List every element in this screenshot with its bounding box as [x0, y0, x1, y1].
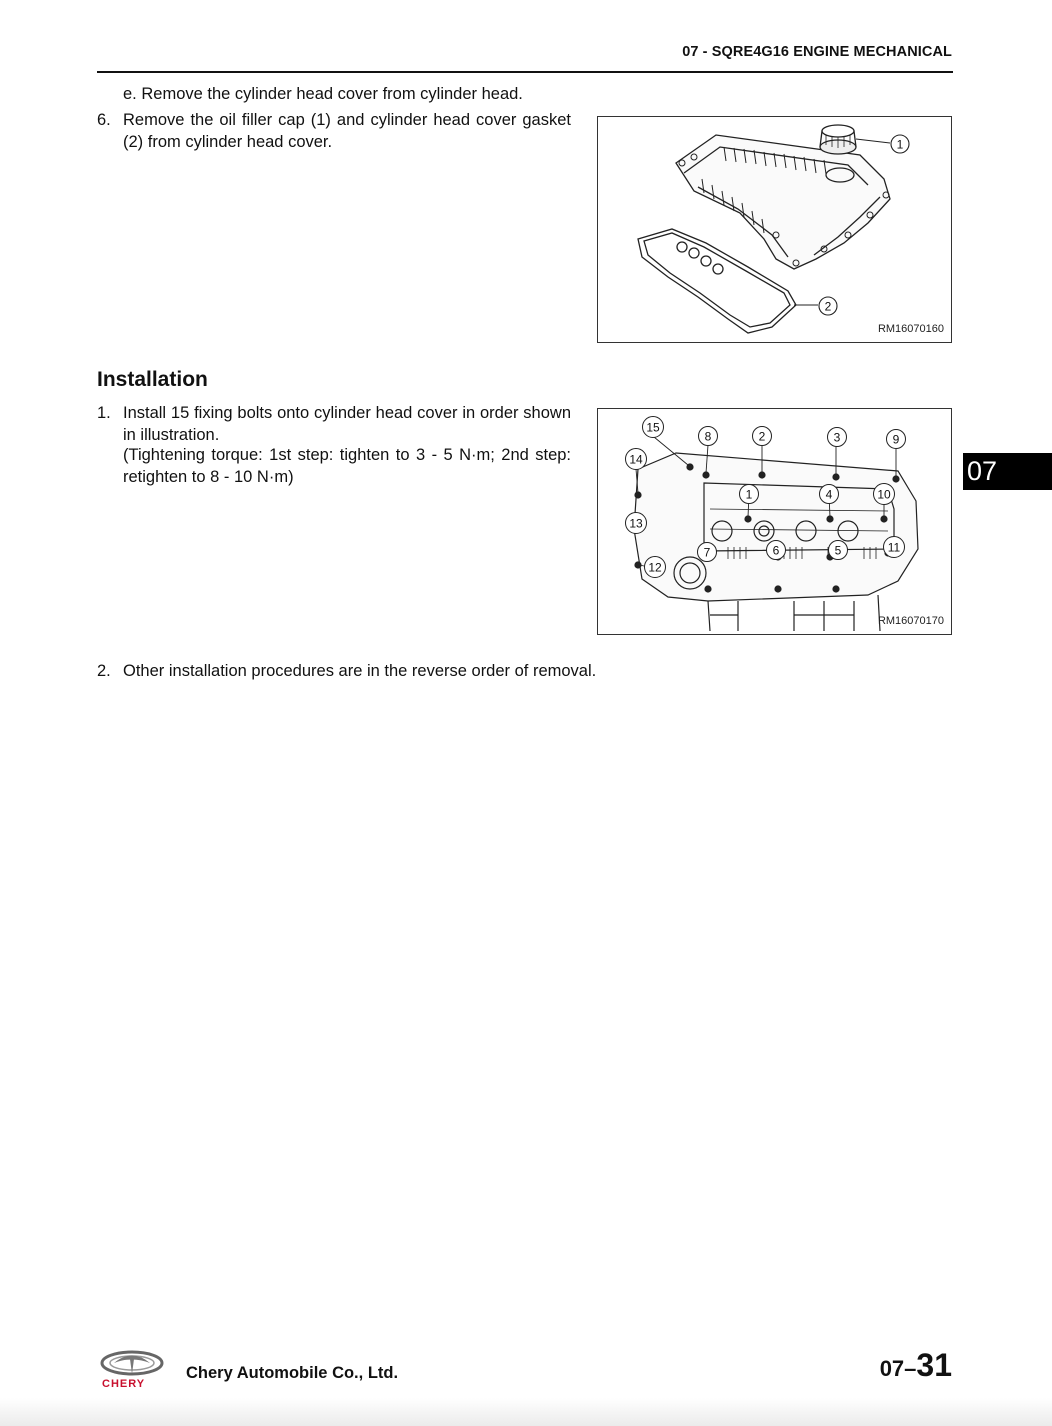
page-edge-shade	[0, 1398, 1052, 1426]
running-header: 07 - SQRE4G16 ENGINE MECHANICAL	[682, 44, 952, 60]
callout-bolt-7	[698, 543, 717, 562]
callout-bolt-2-label: 2	[758, 429, 766, 444]
callout-bolt-3	[828, 428, 847, 447]
header-rule	[97, 71, 953, 73]
callout-bolt-8	[699, 427, 718, 446]
callout-bolt-7-label: 7	[703, 545, 711, 560]
callout-bolt-2	[753, 427, 772, 446]
step-1-marker: 1.	[97, 404, 111, 422]
callout-bolt-15	[643, 417, 664, 438]
step-2-marker: 2.	[97, 662, 111, 680]
bolt-order-illustration	[598, 409, 951, 634]
step-2-text: Other installation procedures are in the reverse order of removal.	[123, 662, 597, 680]
step-e-marker: e.	[123, 85, 137, 103]
chery-logo-icon	[100, 1350, 164, 1376]
figure-code: RM16070170	[877, 615, 944, 627]
figure-cylinder-head-cover	[597, 116, 952, 343]
callout-bolt-13-label: 13	[629, 516, 643, 531]
figure-code: RM16070160	[877, 323, 944, 335]
page-chapter: 07–	[879, 1356, 917, 1381]
chapter-tab: 07	[963, 453, 1052, 490]
section-heading-installation: Installation	[97, 368, 208, 391]
callout-bolt-4-label: 4	[825, 487, 833, 502]
footer-company: Chery Automobile Co., Ltd.	[186, 1364, 399, 1382]
callout-bolt-12	[645, 557, 666, 578]
callout-bolt-8-label: 8	[704, 429, 712, 444]
callout-1-label: 1	[896, 137, 904, 152]
callout-bolt-10-label: 10	[877, 487, 891, 502]
step-e-text: Remove the cylinder head cover from cylinder head.	[141, 85, 523, 103]
page-number	[880, 1347, 952, 1384]
callout-bolt-6-label: 6	[772, 543, 780, 558]
callout-bolt-4	[820, 485, 839, 504]
oil-filler-cap-shape	[820, 125, 856, 154]
callout-bolt-10	[874, 484, 895, 505]
callout-2	[819, 297, 837, 315]
page-num: 31	[916, 1347, 952, 1383]
callout-bolt-5	[829, 541, 848, 560]
callout-bolt-12-label: 12	[648, 560, 662, 575]
figure-bolt-tightening-order	[597, 408, 952, 635]
footer-brand: CHERY	[102, 1378, 146, 1390]
callout-bolt-14-label: 14	[629, 452, 643, 467]
callout-bolt-1	[740, 485, 759, 504]
callout-bolt-11-label: 11	[887, 540, 901, 555]
cylinder-head-cover-illustration	[598, 117, 951, 342]
callout-bolt-14	[626, 449, 647, 470]
step-e	[123, 84, 523, 106]
callout-bolt-6	[767, 541, 786, 560]
callout-1	[891, 135, 909, 153]
step-6-marker: 6.	[97, 111, 111, 129]
callout-bolt-13	[626, 513, 647, 534]
callout-bolt-1-label: 1	[745, 487, 753, 502]
callout-2-label: 2	[824, 299, 832, 314]
callout-bolt-11	[884, 537, 905, 558]
callout-bolt-15-label: 15	[646, 420, 660, 435]
step-6-text: Remove the oil filler cap (1) and cylinder head cover gasket (2) from cylinder head cover.	[123, 111, 571, 151]
callout-bolt-5-label: 5	[834, 543, 842, 558]
callout-bolt-9-label: 9	[892, 432, 900, 447]
callout-bolt-9	[887, 430, 906, 449]
callout-bolt-3-label: 3	[833, 430, 841, 445]
step-1-text: Install 15 fixing bolts onto cylinder head cover in order shown in illustration.	[123, 404, 571, 444]
step-1-torque: (Tightening torque: 1st step: tighten to 3 - 5 N·m; 2nd step: retighten to 8 - 10 N·m)	[123, 446, 571, 486]
